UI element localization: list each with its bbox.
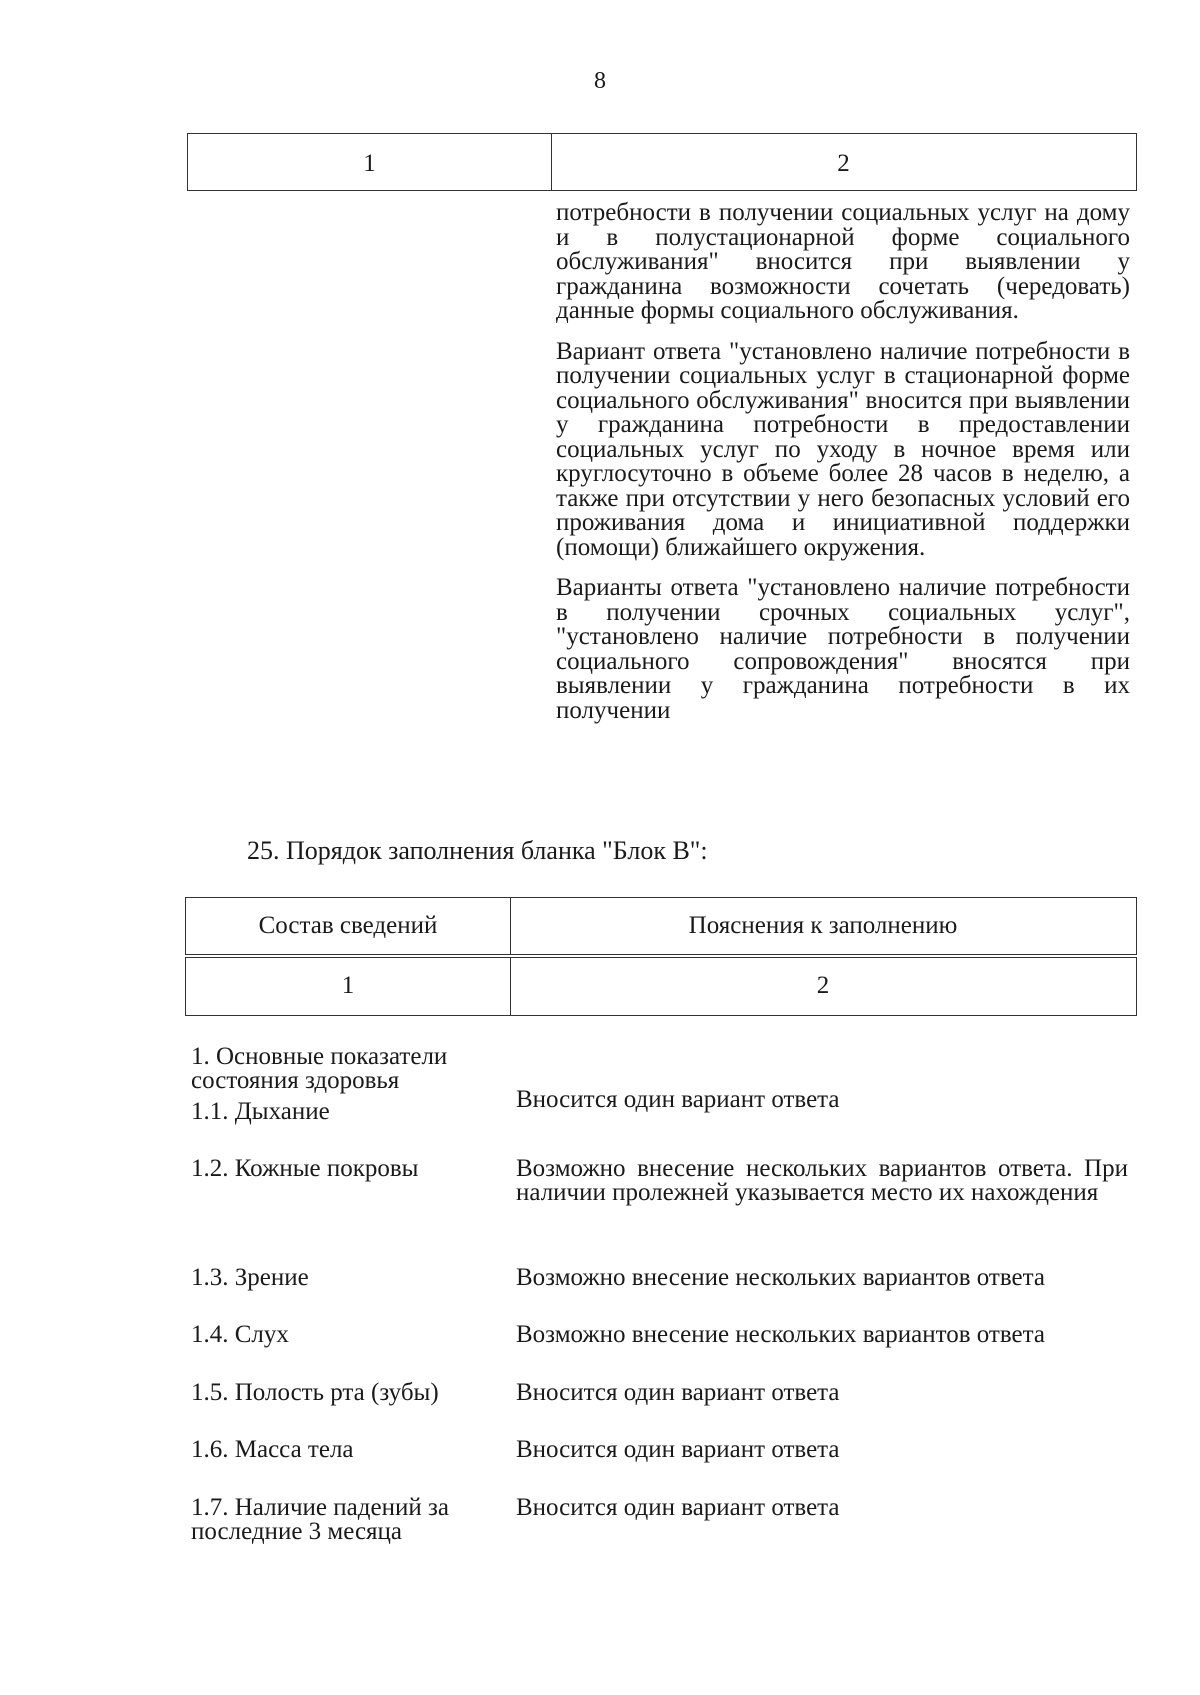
table-header-row bbox=[185, 897, 1137, 955]
paragraph-urgent: Варианты ответа "установлено наличие потребности в получении срочных социальных услуг", "установлено наличие потребности в получении социального сопровождения" вносятся при выявлении у гражданина потребности в их получении bbox=[556, 574, 1130, 724]
row-label-vision: 1.3. Зрение bbox=[191, 1264, 309, 1291]
page-number: 8 bbox=[594, 68, 606, 94]
section-heading: 25. Порядок заполнения бланка "Блок В": bbox=[247, 836, 708, 865]
row-value-skin: Возможно внесение нескольких вариантов ответа. При наличии пролежней указывается место их нахождения bbox=[516, 1155, 1128, 1206]
header-explanations: Пояснения к заполнению bbox=[688, 912, 958, 939]
row-value-body-mass: Вносится один вариант ответа bbox=[516, 1436, 840, 1463]
row-value-breathing: Вносится один вариант ответа bbox=[516, 1086, 840, 1113]
header-composition: Состав сведений bbox=[258, 912, 438, 939]
row-value-hearing: Возможно внесение нескольких вариантов ответа bbox=[516, 1321, 1045, 1348]
continuation-table-header bbox=[187, 133, 1137, 191]
row-label-breathing: 1.1. Дыхание bbox=[191, 1098, 330, 1125]
table-number-row bbox=[185, 957, 1137, 1016]
row-label-falls: 1.7. Наличие падений за последние 3 месяца bbox=[191, 1494, 449, 1545]
column-number-1: 1 bbox=[341, 972, 355, 999]
row-value-oral: Вносится один вариант ответа bbox=[516, 1379, 840, 1406]
column-number-2: 2 bbox=[816, 972, 830, 999]
row-label-hearing: 1.4. Слух bbox=[191, 1321, 289, 1348]
paragraph-continuation: потребности в получении социальных услуг на дому и в полустационарной форме социального обслуживания" вносится при выявлении у гражданина возможности сочетать (чередовать) данные формы социального обслуживания. bbox=[556, 199, 1130, 324]
row-value-vision: Возможно внесение нескольких вариантов ответа bbox=[516, 1264, 1045, 1291]
column-number-2: 2 bbox=[837, 150, 850, 177]
row-label-skin: 1.2. Кожные покровы bbox=[191, 1155, 419, 1182]
column-number-1: 1 bbox=[363, 150, 376, 177]
group-title: 1. Основные показатели состояния здоровья bbox=[191, 1043, 448, 1094]
row-label-oral: 1.5. Полость рта (зубы) bbox=[191, 1379, 439, 1406]
row-label-body-mass: 1.6. Масса тела bbox=[191, 1436, 354, 1463]
explanation-text bbox=[556, 201, 1130, 739]
row-value-falls: Вносится один вариант ответа bbox=[516, 1494, 840, 1521]
paragraph-stationary: Вариант ответа "установлено наличие потребности в получении социальных услуг в стационарной форме социального обслуживания" вносится при выявлении у гражданина потребности в предоставлении социальных услуг по уходу в ночное время или круглосуточно в объеме более 28 часов в неделю, а также при отсутствии у него безопасных условий его проживания дома и инициативной поддержки (помощи) ближайшего окружения. bbox=[556, 337, 1130, 561]
